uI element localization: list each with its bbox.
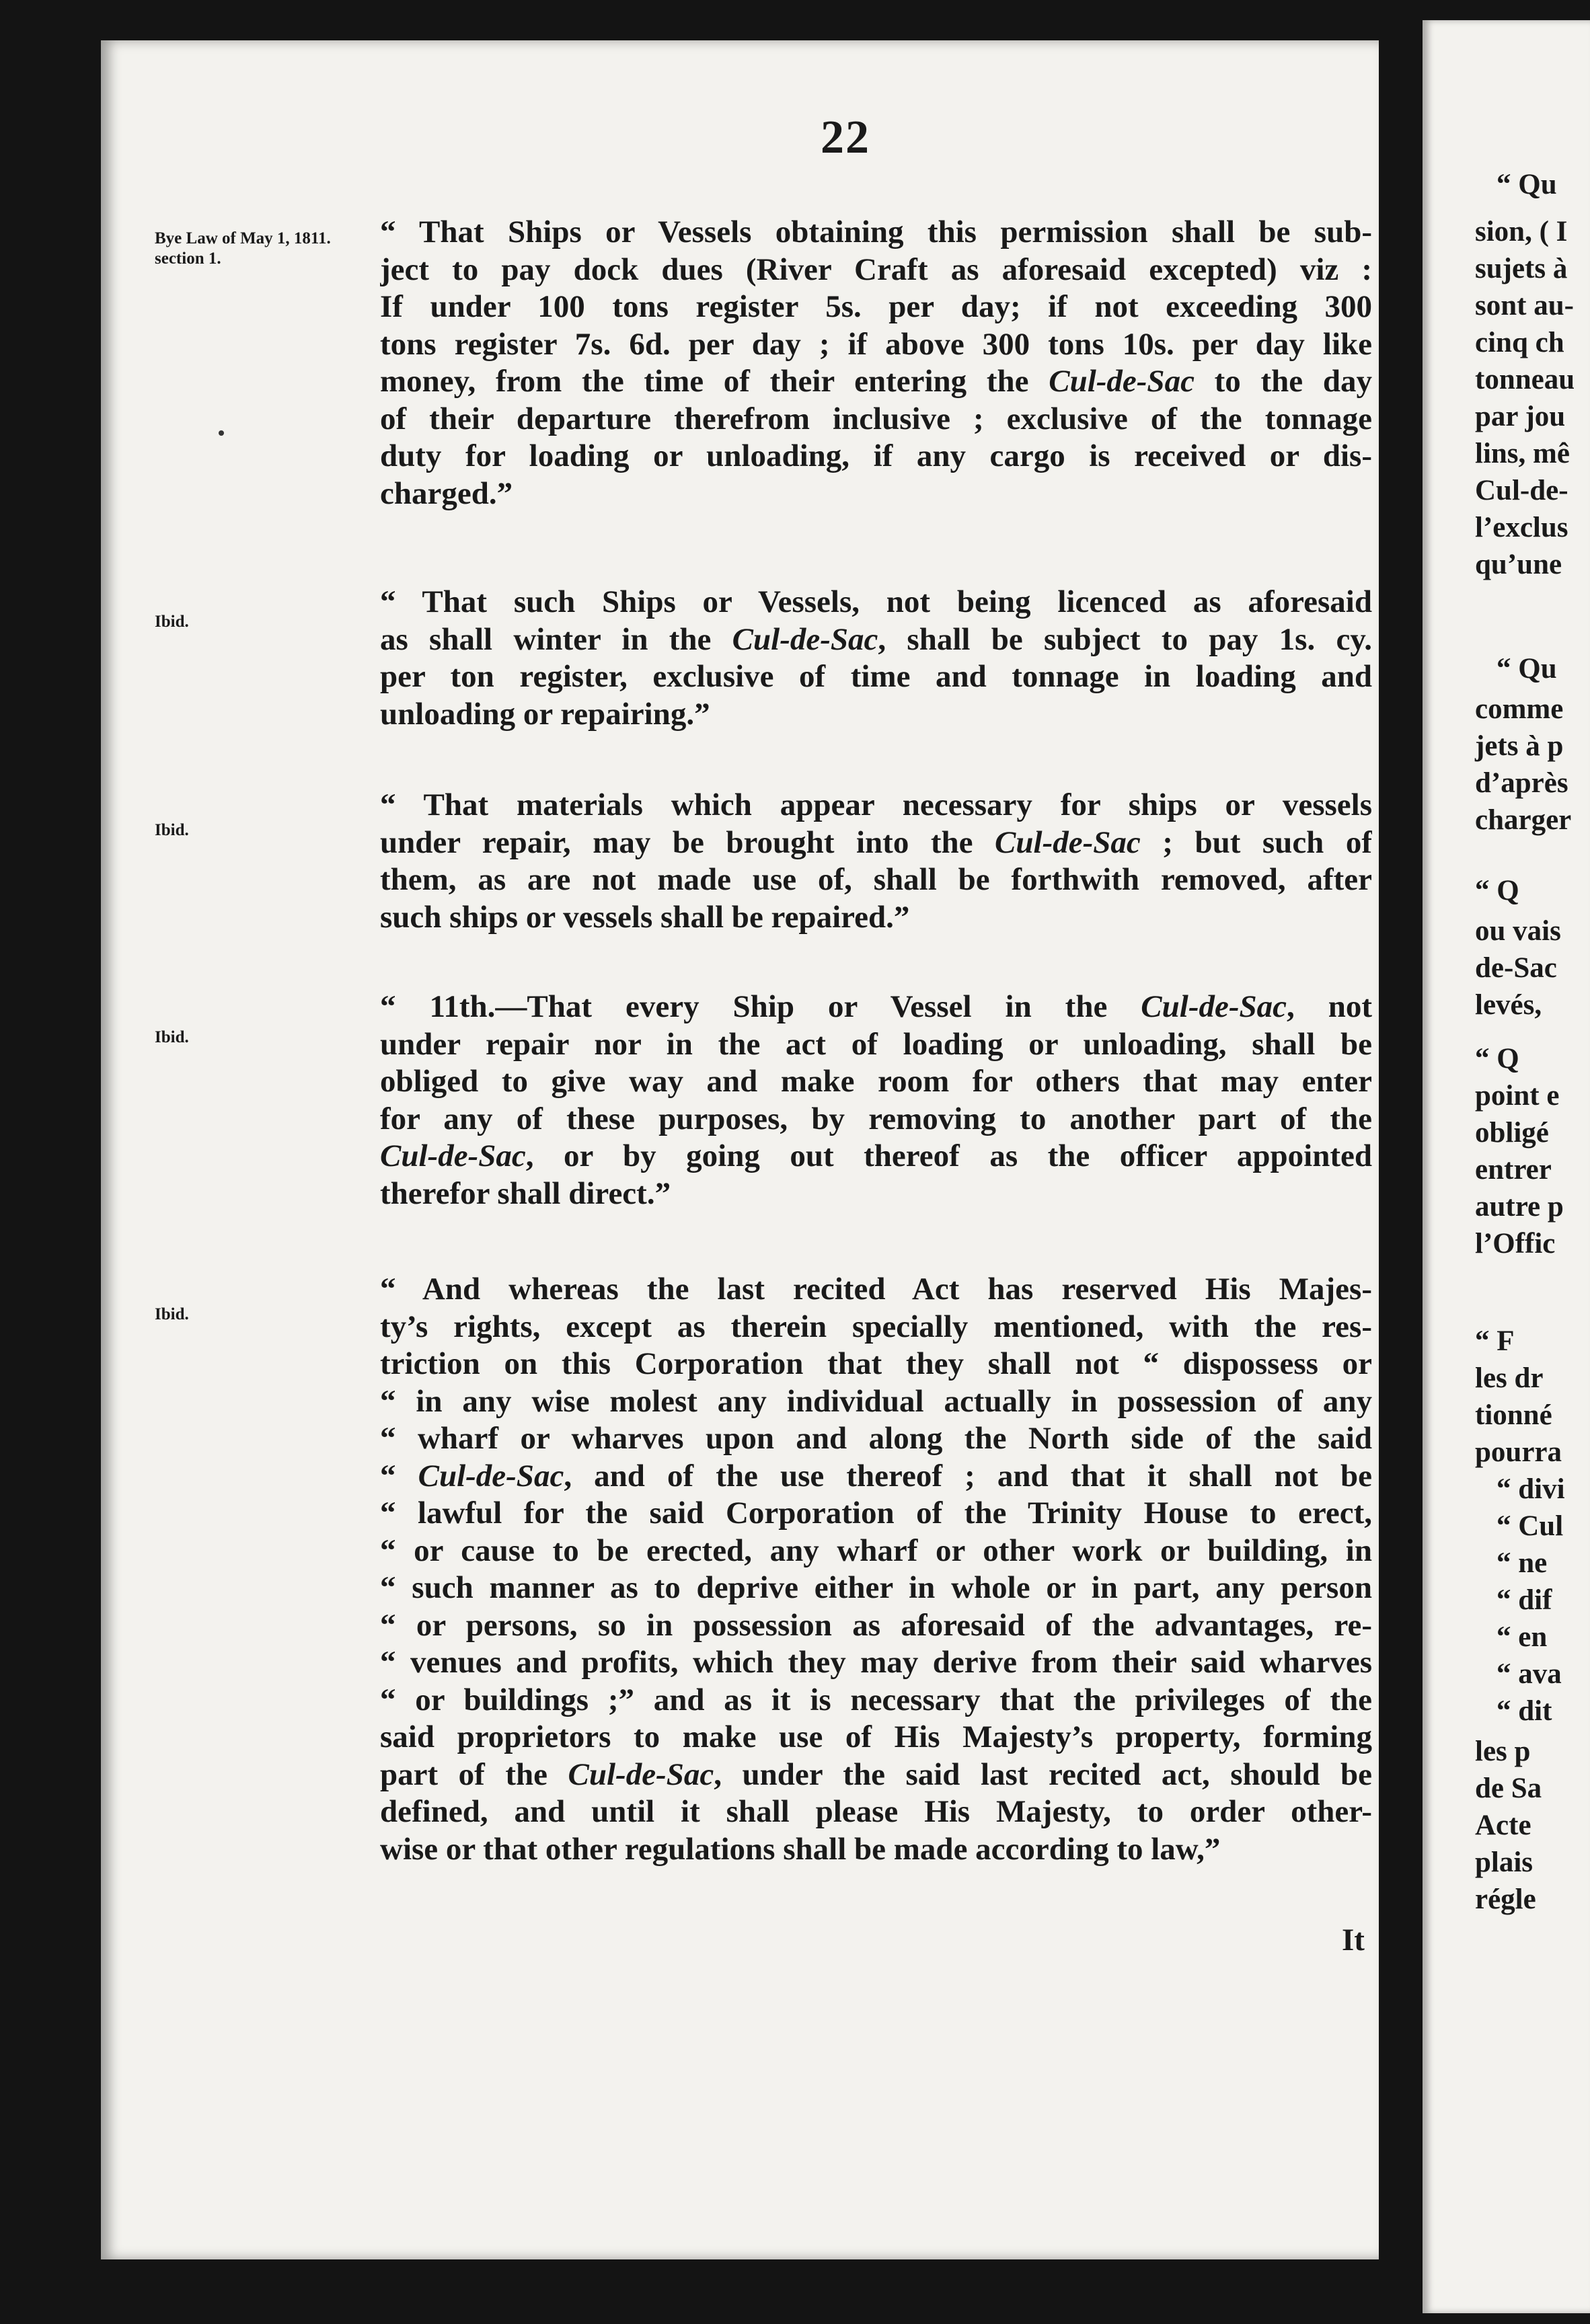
text-line: for any of these purposes, by removing to another part of the [380, 1101, 1372, 1136]
text-line: “ Cul-de-Sac, and of the use thereof ; and that it shall not be [380, 1458, 1372, 1494]
facing-page-line: charger [1475, 804, 1572, 836]
catchword: It [1342, 1923, 1365, 1958]
text-line: them, as are not made use of, shall be forthwith removed, after [380, 862, 1372, 897]
text-line: obliged to give way and make room for others that may enter [380, 1064, 1372, 1099]
text-line: therefor shall direct.” [380, 1175, 671, 1211]
facing-page-line: levés, [1475, 989, 1542, 1021]
paragraph-dock-dues [380, 214, 1372, 512]
facing-page-line: “ en [1497, 1621, 1548, 1653]
facing-page-line: jets à p [1475, 730, 1564, 762]
facing-page-line: “ dif [1497, 1584, 1552, 1616]
facing-page-line: tionné [1475, 1399, 1552, 1431]
text-line: ty’s rights, except as therein specially mentioned, with the res- [380, 1309, 1372, 1344]
margin-note-ibid-2: Ibid. [155, 821, 189, 839]
text-line: “ That materials which appear necessary for ships or vessels [380, 787, 1372, 822]
text-line: of their departure therefrom inclusive ; exclusive of the tonnage [380, 401, 1372, 436]
text-line: “ 11th.—That every Ship or Vessel in the Cul-de-Sac, not [380, 989, 1372, 1024]
margin-note-ibid-1: Ibid. [155, 613, 189, 631]
paragraph-winter [380, 584, 1372, 733]
text-line: “ lawful for the said Corporation of the Trinity House to erect, [380, 1496, 1372, 1531]
facing-page-line: “ Qu [1497, 169, 1557, 200]
facing-page-line: autre p [1475, 1191, 1564, 1223]
text-line: “ venues and profits, which they may derive from their said wharves [380, 1645, 1372, 1680]
facing-page-line: d’après [1475, 767, 1568, 799]
facing-page-line: “ ava [1497, 1658, 1562, 1690]
margin-note-ibid-4: Ibid. [155, 1305, 189, 1323]
facing-page-line: “ Qu [1497, 653, 1557, 685]
text-line: under repair nor in the act of loading or unloading, shall be [380, 1026, 1372, 1062]
facing-page-line: par jou [1475, 401, 1566, 432]
facing-page-line: “ Q [1475, 875, 1519, 906]
page-number: 22 [821, 112, 870, 163]
facing-page-line: cinq ch [1475, 327, 1564, 358]
facing-page-line: “ F [1475, 1325, 1515, 1357]
text-line: wise or that other regulations shall be made according to law,” [380, 1831, 1221, 1867]
text-line: part of the Cul-de-Sac, under the said last recited act, should be [380, 1756, 1372, 1792]
text-line: “ wharf or wharves upon and along the North side of the said [380, 1421, 1372, 1456]
facing-page-line: “ Cul [1497, 1510, 1564, 1542]
facing-page-line: Cul-de- [1475, 475, 1568, 506]
text-line: “ such manner as to deprive either in whole or in part, any person [380, 1570, 1372, 1605]
paragraph-majesty-rights [380, 1271, 1372, 1868]
facing-page-line: de-Sac [1475, 952, 1557, 984]
text-line: “ That Ships or Vessels obtaining this permission shall be sub- [380, 215, 1372, 249]
text-line: per ton register, exclusive of time and tonnage in loading and [380, 659, 1372, 694]
facing-page-line: pourra [1475, 1436, 1562, 1468]
text-line: under repair, may be brought into the Cul-de-Sac ; but such of [380, 824, 1372, 860]
text-line: “ or cause to be erected, any wharf or other work or building, in [380, 1533, 1372, 1568]
text-line: “ or buildings ;” and as it is necessary that the privileges of the [380, 1682, 1372, 1717]
text-line: “ And whereas the last recited Act has reserved His Majes- [380, 1272, 1372, 1307]
facing-page-line: obligé [1475, 1117, 1549, 1149]
text-line: Cul-de-Sac, or by going out thereof as the officer appointed [380, 1138, 1372, 1173]
text-line: “ That such Ships or Vessels, not being licenced as aforesaid [380, 584, 1372, 619]
text-line: triction on this Corporation that they shall not “ dispossess or [380, 1346, 1372, 1381]
text-line: unloading or repairing.” [380, 696, 710, 732]
facing-page-line: l’Offic [1475, 1228, 1556, 1260]
text-line: duty for loading or unloading, if any cargo is received or dis- [380, 438, 1372, 473]
facing-page-line: comme [1475, 693, 1564, 725]
facing-page-line: point e [1475, 1080, 1560, 1112]
facing-page-line: les dr [1475, 1362, 1544, 1394]
text-line: said proprietors to make use of His Majesty’s property, forming [380, 1719, 1372, 1754]
text-line: defined, and until it shall please His Majesty, to order other- [380, 1794, 1372, 1829]
facing-page-line: entrer [1475, 1154, 1552, 1186]
facing-page [1423, 20, 1590, 2313]
facing-page-line: tonneau [1475, 364, 1575, 395]
text-line: charged.” [380, 475, 513, 511]
facing-page-line: sont au- [1475, 290, 1574, 321]
text-line: If under 100 tons register 5s. per day; if not exceeding 300 [380, 289, 1372, 324]
facing-page-line: Acte [1475, 1810, 1531, 1841]
facing-page-line: “ dit [1497, 1695, 1552, 1727]
facing-page-line: lins, mê [1475, 438, 1570, 469]
paragraph-materials [380, 787, 1372, 936]
facing-page-line: “ ne [1497, 1547, 1548, 1579]
text-line: as shall winter in the Cul-de-Sac, shall be subject to pay 1s. cy. [380, 621, 1372, 657]
facing-page-line: “ Q [1475, 1043, 1519, 1075]
margin-note-bye-law: Bye Law of May 1, 1811. section 1. [155, 229, 331, 268]
text-line: tons register 7s. 6d. per day ; if above 300 tons 10s. per day like [380, 326, 1372, 362]
facing-page-line: plais [1475, 1847, 1534, 1878]
text-line: ject to pay dock dues (River Craft as aforesaid excepted) viz : [380, 251, 1372, 287]
text-line: money, from the time of their entering the Cul-de-Sac to the day [380, 364, 1372, 399]
facing-page-line: “ divi [1497, 1473, 1565, 1505]
margin-note-ibid-3: Ibid. [155, 1028, 189, 1046]
text-line: “ or persons, so in possession as aforesaid of the advantages, re- [380, 1607, 1372, 1643]
text-line: such ships or vessels shall be repaired.” [380, 899, 910, 935]
paragraph-11th [380, 989, 1372, 1212]
facing-page-line: l’exclus [1475, 512, 1568, 543]
facing-page-line: sion, ( I [1475, 216, 1568, 247]
margin-dot [219, 430, 224, 436]
facing-page-line: qu’une [1475, 549, 1562, 580]
text-line: “ in any wise molest any individual actually in possession of any [380, 1383, 1372, 1419]
facing-page-line: ou vais [1475, 915, 1561, 947]
facing-page-line: les p [1475, 1736, 1531, 1767]
facing-page-line: régle [1475, 1884, 1536, 1915]
facing-page-line: sujets à [1475, 253, 1568, 284]
facing-page-line: de Sa [1475, 1773, 1542, 1804]
